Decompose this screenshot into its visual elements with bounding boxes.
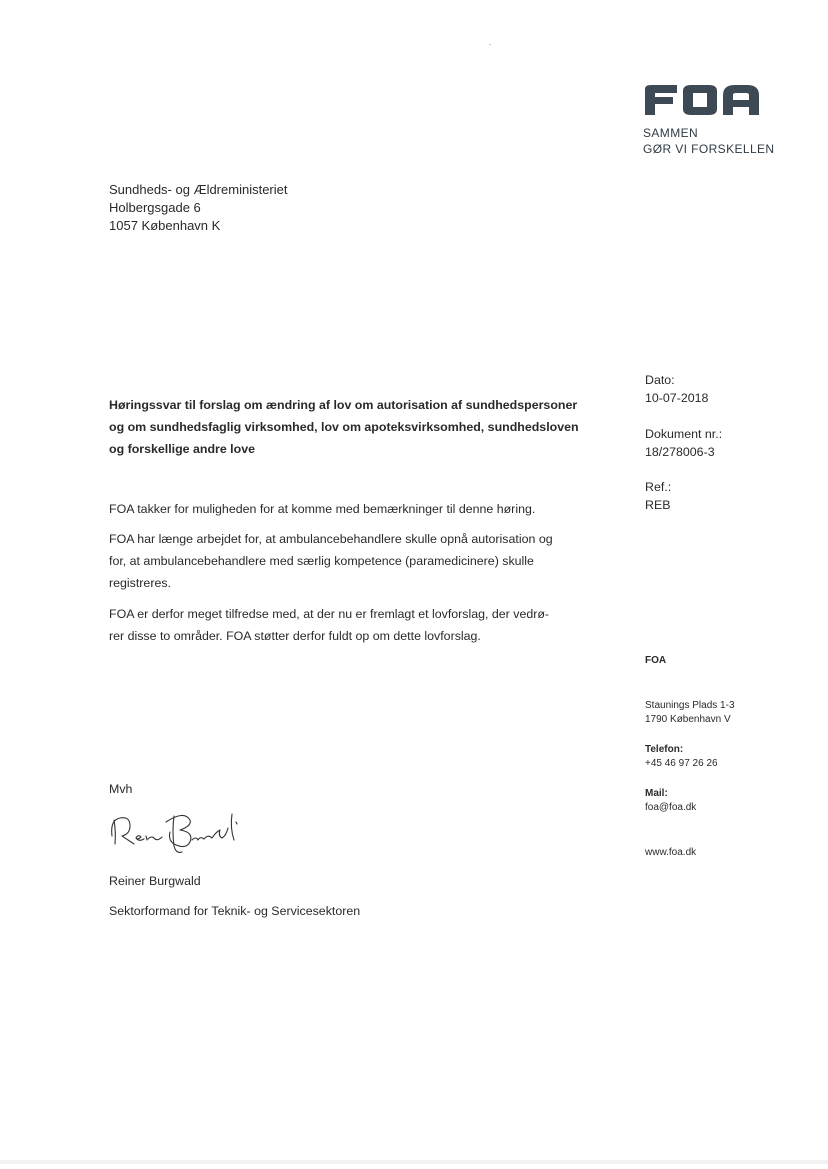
sender-mail — [645, 787, 696, 815]
handwritten-signature — [108, 806, 248, 856]
phone-label: Telefon: — [645, 744, 684, 755]
mail-value: foa@foa.dk — [645, 802, 697, 813]
logo-tagline — [643, 125, 775, 157]
signatory-title: Sektorformand for Teknik- og Servicesektoren — [109, 904, 361, 918]
date-label: Dato: — [645, 373, 675, 387]
recipient-address — [109, 181, 287, 235]
body-p2-line-2: for, at ambulancebehandlere med særlig kompetence (paramedicinere) skulle — [109, 554, 534, 568]
foa-logo — [643, 83, 763, 117]
date-block — [645, 371, 708, 407]
sender-name: FOA — [645, 655, 667, 666]
reference-label: Ref.: — [645, 480, 672, 494]
reference-value: REB — [645, 498, 671, 512]
mail-label: Mail: — [645, 788, 668, 799]
tagline-line-2: GØR VI FORSKELLEN — [643, 142, 775, 156]
document-number-value: 18/278006-3 — [645, 445, 715, 459]
document-number-block — [645, 425, 722, 461]
sender-address-line-1: Staunings Plads 1-3 — [645, 700, 735, 711]
subject-line-2: og om sundhedsfaglig virksomhed, lov om apoteksvirksomhed, sundhedsloven — [109, 420, 579, 434]
body-p3-line-2: rer disse to områder. FOA støtter derfor fuldt op om dette lovforslag. — [109, 629, 481, 643]
phone-value: +45 46 97 26 26 — [645, 758, 718, 769]
body-p2-line-1: FOA har længe arbejdet for, at ambulancebehandlere skulle opnå autorisation og — [109, 532, 553, 546]
recipient-line-2: Holbergsgade 6 — [109, 200, 201, 215]
body-p3-line-1: FOA er derfor meget tilfredse med, at der nu er fremlagt et lovforslag, der vedrø- — [109, 607, 550, 621]
tagline-line-1: SAMMEN — [643, 126, 699, 140]
body-paragraph-3 — [109, 603, 604, 647]
closing-greeting: Mvh — [109, 782, 133, 796]
body-paragraph-2 — [109, 528, 604, 594]
subject-line-3: og forskellige andre love — [109, 442, 255, 456]
signatory-name: Reiner Burgwald — [109, 874, 201, 888]
recipient-line-3: 1057 København K — [109, 218, 221, 233]
sender-address-line-2: 1790 København V — [645, 714, 731, 725]
recipient-line-1: Sundheds- og Ældreministeriet — [109, 182, 288, 197]
reference-block — [645, 478, 671, 514]
subject-line-1: Høringssvar til forslag om ændring af lov om autorisation af sundhedspersoner — [109, 398, 578, 412]
body-p2-line-3: registreres. — [109, 576, 171, 590]
foa-logo-mark — [643, 83, 761, 117]
subject-heading — [109, 394, 609, 460]
scan-speck — [489, 44, 491, 45]
document-number-label: Dokument nr.: — [645, 427, 723, 441]
sender-address — [645, 699, 735, 727]
scan-edge — [0, 1160, 828, 1164]
date-value: 10-07-2018 — [645, 391, 709, 405]
body-p1-line-1: FOA takker for muligheden for at komme med bemærkninger til denne høring. — [109, 502, 536, 516]
body-paragraph-1 — [109, 498, 604, 520]
sender-website: www.foa.dk — [645, 847, 697, 858]
sender-phone — [645, 743, 718, 771]
